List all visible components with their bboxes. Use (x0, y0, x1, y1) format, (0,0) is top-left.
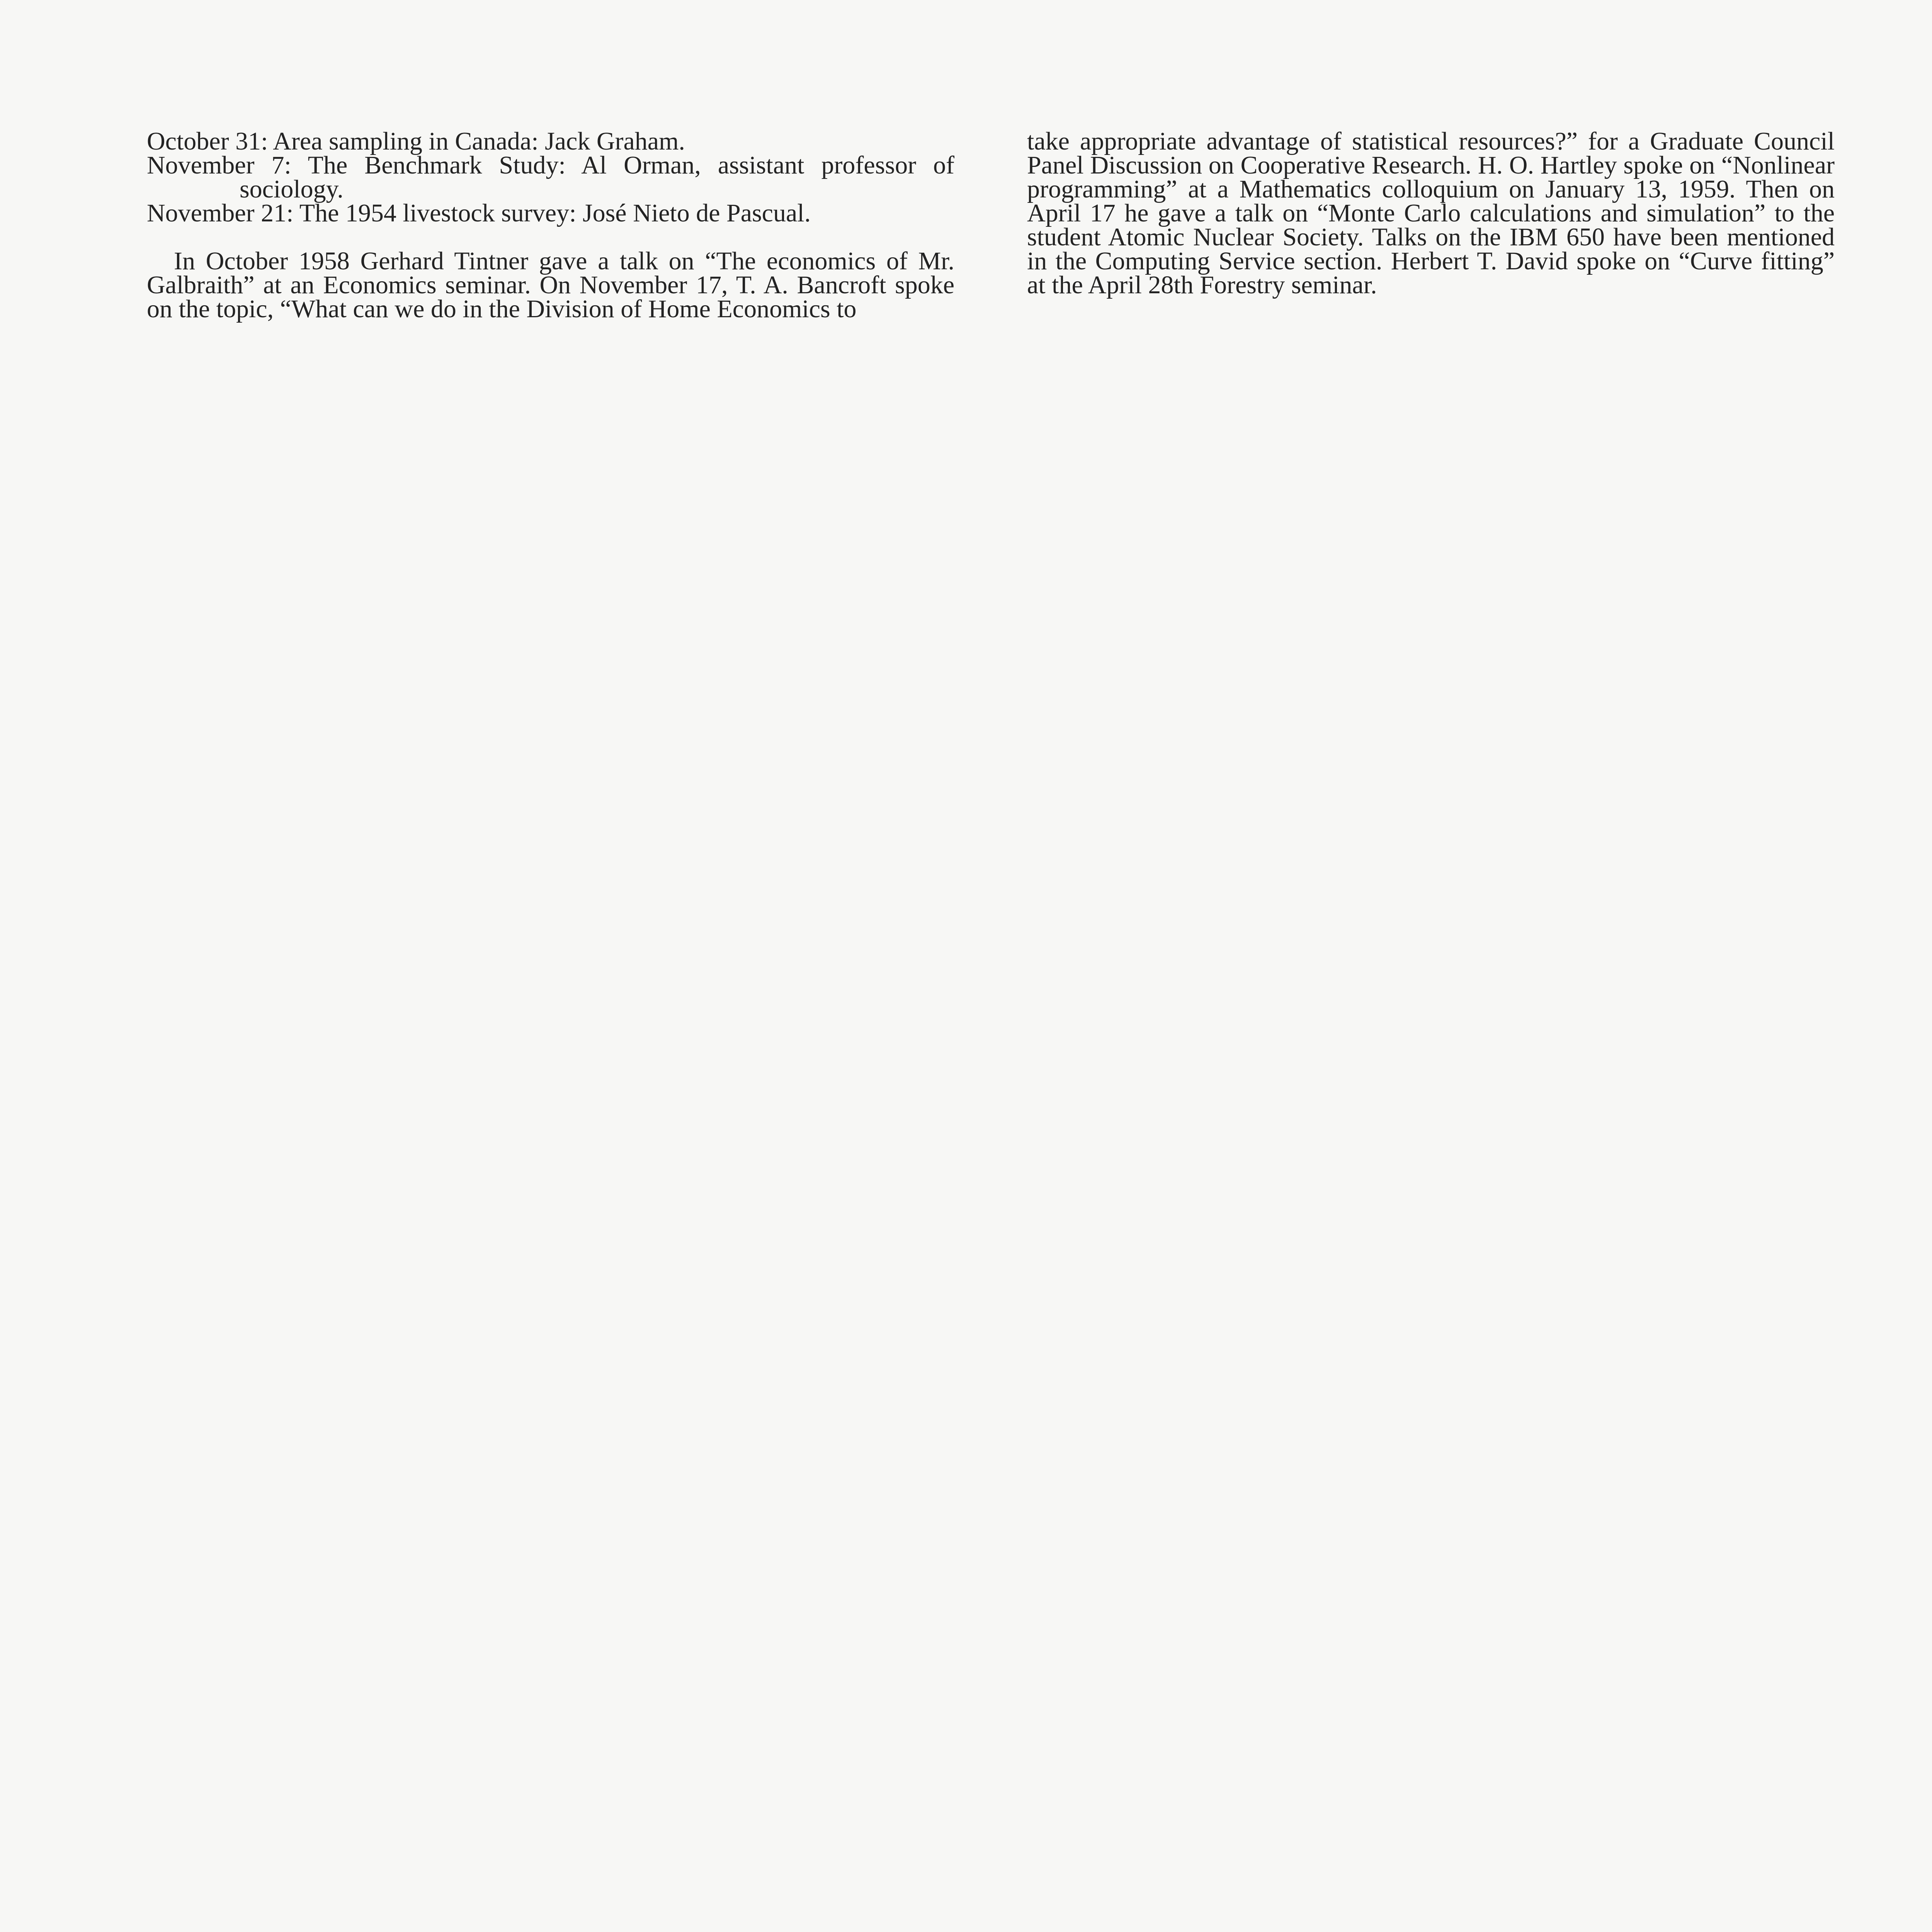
talks-paragraph-continued: take appropriate advantage of statistical resources?” for a Graduate Council Panel Discussion on Cooperative Research. H. O. Hartley spoke on “Nonlinear programming” at a Mathematics colloquium on January 13, 1959. Then on April 17 he gave a talk on “Monte Carlo calculations and simulation” to the student Atomic Nuclear Society. Talks on the IBM 650 have been mentioned in the Computing Service section. Herbert T. David spoke on “Curve fitting” at the April 28th Forestry seminar. (1027, 127, 1835, 299)
seminar-entry (147, 153, 954, 201)
seminar-text: Area sampling in Canada: Jack Graham. (273, 127, 685, 155)
seminar-text: The Benchmark Study: Al Orman, assistant professor of sociology. (240, 151, 954, 203)
seminar-date: October 31: (147, 127, 268, 155)
left-column (147, 129, 954, 321)
talks-paragraph: In October 1958 Gerhard Tintner gave a talk on “The economics of Mr. Galbraith” at an Economics seminar. On November 17, T. A. Bancroft spoke on the topic, “What can we do in the Division of Home Economics to (147, 247, 954, 323)
seminar-text: The 1954 livestock survey: José Nieto de Pascual. (299, 199, 811, 227)
seminar-entry (147, 201, 954, 225)
paragraph-gap (147, 225, 954, 249)
seminar-entry (147, 129, 954, 153)
seminar-date: November 21: (147, 199, 294, 227)
seminar-date: November 7: (147, 151, 291, 179)
right-column (1027, 129, 1835, 297)
